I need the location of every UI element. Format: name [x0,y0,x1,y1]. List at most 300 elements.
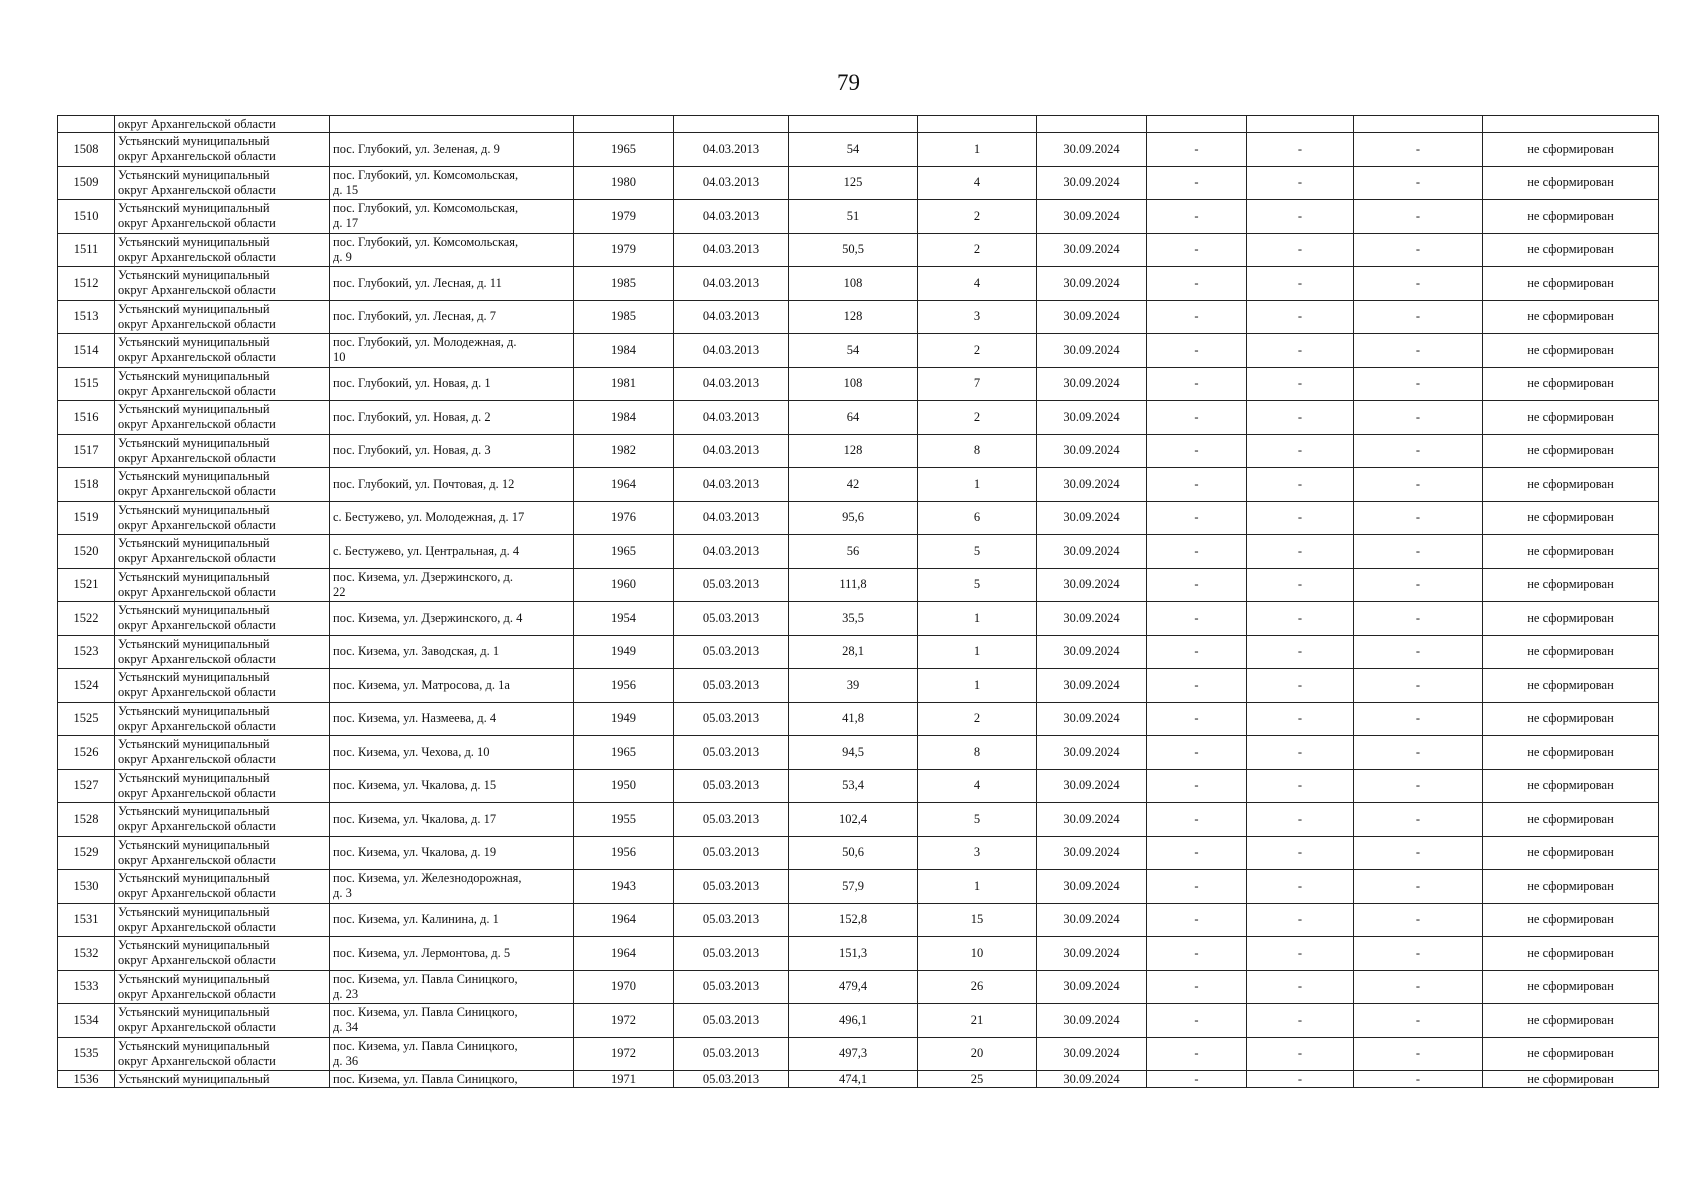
cell-address-line-2: д. 17 [333,216,359,231]
cell-extra-1: - [1147,133,1247,167]
cell-residents: 20 [918,1037,1037,1071]
cell-municipality [115,535,330,569]
cell-date: 05.03.2013 [674,602,789,636]
cell-number: 1523 [58,635,115,669]
cell-area: 54 [789,334,918,368]
cell-year: 1984 [574,401,674,435]
cell-deadline: 30.09.2024 [1037,1004,1147,1038]
cell-status: не сформирован [1483,535,1659,569]
cell-municipality-line-2: округ Архангельской области [118,986,276,1001]
cell-municipality-line-2: округ Архангельской области [118,417,276,432]
cell-date: 04.03.2013 [674,166,789,200]
cell-extra-2: - [1247,602,1354,636]
cell-deadline: 30.09.2024 [1037,401,1147,435]
cell-status: не сформирован [1483,1037,1659,1071]
table-row [58,468,1659,502]
cell-municipality [115,468,330,502]
cell-municipality-line-1: Устьянский муниципальный [118,737,270,752]
cell-deadline: 30.09.2024 [1037,635,1147,669]
cell-municipality-line-1: Устьянский муниципальный [118,1005,270,1020]
cell-residents: 8 [918,434,1037,468]
cell-year: 1984 [574,334,674,368]
table-row [58,1071,1659,1088]
cell-residents: 4 [918,267,1037,301]
cell-address-line-1: пос. Кизема, ул. Павла Синицкого, [333,1005,518,1020]
cell-municipality-line-1: Устьянский муниципальный [118,871,270,886]
cell-area: 497,3 [789,1037,918,1071]
cell-year: 1955 [574,803,674,837]
cell-number: 1525 [58,702,115,736]
cell-extra-1: - [1147,870,1247,904]
cell-status: не сформирован [1483,769,1659,803]
cell-area: 151,3 [789,937,918,971]
table-row [58,1037,1659,1071]
table-row [58,970,1659,1004]
cell-municipality [115,970,330,1004]
cell-extra-1 [1147,116,1247,133]
cell-area: 28,1 [789,635,918,669]
cell-municipality-line-1: Устьянский муниципальный [118,134,270,149]
cell-area: 50,5 [789,233,918,267]
cell-extra-3: - [1354,166,1483,200]
cell-deadline: 30.09.2024 [1037,669,1147,703]
cell-address [330,233,574,267]
cell-extra-1: - [1147,468,1247,502]
cell-status: не сформирован [1483,166,1659,200]
cell-residents: 2 [918,702,1037,736]
cell-address [330,1071,574,1088]
cell-number: 1527 [58,769,115,803]
cell-residents: 2 [918,233,1037,267]
cell-deadline [1037,116,1147,133]
cell-address-line-1: пос. Кизема, ул. Павла Синицкого, [333,971,518,986]
cell-address-line-1: пос. Кизема, ул. Заводская, д. 1 [333,644,500,659]
cell-municipality-line-2: округ Архангельской области [118,484,276,499]
cell-number: 1510 [58,200,115,234]
cell-extra-2: - [1247,468,1354,502]
cell-extra-3: - [1354,803,1483,837]
cell-date: 05.03.2013 [674,635,789,669]
cell-number: 1515 [58,367,115,401]
housing-registry-table-container [57,115,1658,1088]
cell-date: 05.03.2013 [674,769,789,803]
cell-status: не сформирован [1483,602,1659,636]
cell-address [330,836,574,870]
cell-extra-2: - [1247,367,1354,401]
cell-date: 05.03.2013 [674,1004,789,1038]
cell-extra-1: - [1147,702,1247,736]
cell-municipality [115,635,330,669]
cell-status: не сформирован [1483,434,1659,468]
table-row [58,870,1659,904]
cell-residents [918,116,1037,133]
cell-year: 1972 [574,1004,674,1038]
cell-extra-3: - [1354,468,1483,502]
cell-municipality-line-1: Устьянский муниципальный [118,703,270,718]
cell-municipality-line-1: Устьянский муниципальный [118,268,270,283]
cell-extra-2: - [1247,133,1354,167]
cell-area: 125 [789,166,918,200]
cell-extra-3: - [1354,836,1483,870]
cell-date: 04.03.2013 [674,501,789,535]
cell-municipality-line-1: Устьянский муниципальный [118,167,270,182]
cell-extra-1: - [1147,736,1247,770]
cell-date: 05.03.2013 [674,970,789,1004]
cell-number: 1532 [58,937,115,971]
cell-municipality-line-2: округ Архангельской области [118,785,276,800]
cell-area: 496,1 [789,1004,918,1038]
cell-address [330,937,574,971]
cell-address-line-1: пос. Кизема, ул. Чкалова, д. 17 [333,811,497,826]
cell-municipality-line-2: округ Архангельской области [118,350,276,365]
cell-extra-3 [1354,116,1483,133]
cell-area: 42 [789,468,918,502]
table-row [58,568,1659,602]
housing-registry-table [57,115,1659,1088]
cell-status: не сформирован [1483,367,1659,401]
cell-extra-1: - [1147,1071,1247,1088]
cell-municipality-line-1: Устьянский муниципальный [118,402,270,417]
cell-number: 1528 [58,803,115,837]
cell-address [330,267,574,301]
cell-residents: 7 [918,367,1037,401]
cell-deadline: 30.09.2024 [1037,1071,1147,1088]
cell-municipality-line-1: Устьянский муниципальный [118,603,270,618]
cell-number: 1535 [58,1037,115,1071]
cell-municipality [115,870,330,904]
cell-municipality-line-1: Устьянский муниципальный [118,1071,270,1086]
cell-number: 1517 [58,434,115,468]
cell-address [330,501,574,535]
cell-number: 1516 [58,401,115,435]
cell-number: 1526 [58,736,115,770]
cell-address-line-1: пос. Кизема, ул. Железнодорожная, [333,871,522,886]
cell-municipality-line-2: округ Архангельской области [118,1053,276,1068]
cell-residents: 5 [918,535,1037,569]
cell-date: 05.03.2013 [674,702,789,736]
cell-area: 111,8 [789,568,918,602]
cell-date: 05.03.2013 [674,903,789,937]
cell-extra-1: - [1147,1037,1247,1071]
cell-area: 95,6 [789,501,918,535]
cell-deadline: 30.09.2024 [1037,568,1147,602]
cell-date [674,116,789,133]
cell-address [330,1004,574,1038]
cell-municipality [115,334,330,368]
cell-date: 05.03.2013 [674,736,789,770]
cell-deadline: 30.09.2024 [1037,769,1147,803]
cell-status: не сформирован [1483,736,1659,770]
table-row [58,602,1659,636]
cell-deadline: 30.09.2024 [1037,166,1147,200]
cell-extra-3: - [1354,334,1483,368]
table-row [58,769,1659,803]
cell-extra-3: - [1354,736,1483,770]
table-row [58,1004,1659,1038]
cell-address-line-1: пос. Глубокий, ул. Новая, д. 3 [333,443,491,458]
table-row [58,367,1659,401]
cell-residents: 3 [918,836,1037,870]
cell-municipality-line-2: округ Архангельской области [118,618,276,633]
cell-municipality-line-1: Устьянский муниципальный [118,636,270,651]
cell-municipality [115,267,330,301]
cell-year: 1964 [574,937,674,971]
cell-year: 1943 [574,870,674,904]
cell-municipality-line-1: Устьянский муниципальный [118,770,270,785]
cell-deadline: 30.09.2024 [1037,200,1147,234]
cell-municipality-line-2: округ Архангельской области [118,316,276,331]
cell-residents: 4 [918,769,1037,803]
cell-municipality [115,1071,330,1088]
cell-municipality [115,903,330,937]
cell-number: 1518 [58,468,115,502]
cell-residents: 2 [918,401,1037,435]
cell-year: 1971 [574,1071,674,1088]
table-row [58,233,1659,267]
cell-municipality-line-2: округ Архангельской области [118,517,276,532]
cell-extra-1: - [1147,401,1247,435]
cell-address [330,334,574,368]
cell-year: 1980 [574,166,674,200]
cell-municipality [115,1004,330,1038]
cell-number: 1513 [58,300,115,334]
table-row [58,702,1659,736]
cell-number: 1536 [58,1071,115,1088]
cell-municipality-line-2: округ Архангельской области [118,718,276,733]
table-row [58,166,1659,200]
cell-municipality [115,233,330,267]
cell-deadline: 30.09.2024 [1037,267,1147,301]
cell-municipality [115,1037,330,1071]
cell-residents: 1 [918,133,1037,167]
cell-number: 1530 [58,870,115,904]
cell-extra-2: - [1247,903,1354,937]
cell-number: 1531 [58,903,115,937]
cell-extra-2: - [1247,568,1354,602]
cell-area: 128 [789,300,918,334]
cell-extra-1: - [1147,602,1247,636]
cell-address-line-1: пос. Кизема, ул. Калинина, д. 1 [333,912,499,927]
cell-area: 54 [789,133,918,167]
cell-extra-2: - [1247,736,1354,770]
cell-date: 05.03.2013 [674,836,789,870]
cell-extra-2: - [1247,803,1354,837]
cell-municipality [115,401,330,435]
cell-number: 1522 [58,602,115,636]
cell-address [330,803,574,837]
table-row [58,200,1659,234]
cell-number: 1524 [58,669,115,703]
cell-municipality-line-1: Устьянский муниципальный [118,536,270,551]
cell-extra-3: - [1354,535,1483,569]
cell-deadline: 30.09.2024 [1037,803,1147,837]
cell-number: 1520 [58,535,115,569]
cell-status: не сформирован [1483,501,1659,535]
cell-address-line-2: д. 36 [333,1053,359,1068]
cell-year: 1949 [574,635,674,669]
cell-address [330,669,574,703]
cell-year: 1960 [574,568,674,602]
cell-residents: 1 [918,870,1037,904]
cell-year: 1965 [574,535,674,569]
cell-residents: 15 [918,903,1037,937]
cell-municipality [115,300,330,334]
cell-municipality-line-2: округ Архангельской области [118,551,276,566]
cell-municipality-line-2: округ Архангельской области [118,450,276,465]
cell-area: 94,5 [789,736,918,770]
cell-year: 1979 [574,200,674,234]
cell-year: 1965 [574,736,674,770]
cell-municipality [115,200,330,234]
cell-date: 04.03.2013 [674,401,789,435]
cell-date: 04.03.2013 [674,267,789,301]
cell-address-line-1: пос. Глубокий, ул. Лесная, д. 11 [333,275,502,290]
cell-municipality-line-1: Устьянский муниципальный [118,837,270,852]
cell-municipality-line-2: округ Архангельской области [118,584,276,599]
cell-municipality-line-1: Устьянский муниципальный [118,1038,270,1053]
cell-address [330,116,574,133]
cell-extra-3: - [1354,200,1483,234]
cell-extra-2: - [1247,166,1354,200]
cell-residents: 8 [918,736,1037,770]
cell-address [330,568,574,602]
cell-status: не сформирован [1483,401,1659,435]
cell-extra-1: - [1147,669,1247,703]
cell-address-line-1: пос. Кизема, ул. Дзержинского, д. 4 [333,610,523,625]
cell-number: 1514 [58,334,115,368]
cell-status: не сформирован [1483,870,1659,904]
table-row [58,937,1659,971]
cell-address-line-1: пос. Глубокий, ул. Молодежная, д. [333,335,517,350]
table-row [58,401,1659,435]
cell-deadline: 30.09.2024 [1037,836,1147,870]
cell-residents: 1 [918,602,1037,636]
cell-status: не сформирован [1483,635,1659,669]
table-row [58,903,1659,937]
cell-municipality-line-2: округ Архангельской области [118,685,276,700]
cell-residents: 1 [918,669,1037,703]
cell-extra-1: - [1147,233,1247,267]
cell-municipality [115,133,330,167]
cell-status: не сформирован [1483,267,1659,301]
cell-year: 1950 [574,769,674,803]
cell-residents: 2 [918,200,1037,234]
cell-address [330,702,574,736]
cell-address-line-2: д. 9 [333,249,352,264]
cell-status: не сформирован [1483,1071,1659,1088]
cell-residents: 21 [918,1004,1037,1038]
cell-extra-3: - [1354,635,1483,669]
cell-municipality-line-2: округ Архангельской области [118,919,276,934]
cell-area: 53,4 [789,769,918,803]
cell-date: 04.03.2013 [674,468,789,502]
cell-area: 56 [789,535,918,569]
table-row [58,669,1659,703]
cell-address-line-1: пос. Кизема, ул. Павла Синицкого, [333,1071,518,1086]
cell-address [330,769,574,803]
cell-date: 04.03.2013 [674,535,789,569]
cell-extra-1: - [1147,501,1247,535]
cell-municipality [115,568,330,602]
cell-address-line-1: пос. Кизема, ул. Чкалова, д. 15 [333,778,497,793]
cell-extra-2: - [1247,267,1354,301]
cell-municipality [115,937,330,971]
cell-number: 1534 [58,1004,115,1038]
cell-extra-3: - [1354,501,1483,535]
cell-address-line-1: пос. Глубокий, ул. Новая, д. 1 [333,376,491,391]
cell-extra-2: - [1247,1071,1354,1088]
cell-deadline: 30.09.2024 [1037,970,1147,1004]
cell-extra-3: - [1354,702,1483,736]
cell-year: 1981 [574,367,674,401]
cell-extra-1: - [1147,903,1247,937]
cell-extra-3: - [1354,267,1483,301]
table-row [58,635,1659,669]
cell-year [574,116,674,133]
cell-extra-2: - [1247,501,1354,535]
cell-area: 108 [789,267,918,301]
cell-address [330,300,574,334]
cell-area: 64 [789,401,918,435]
cell-municipality-line-1: Устьянский муниципальный [118,201,270,216]
cell-year: 1964 [574,903,674,937]
cell-date: 04.03.2013 [674,367,789,401]
cell-year: 1970 [574,970,674,1004]
cell-address-line-1: пос. Глубокий, ул. Зеленая, д. 9 [333,141,500,156]
cell-address-line-2: 22 [333,584,346,599]
cell-municipality-line-1: Устьянский муниципальный [118,335,270,350]
cell-address-line-1: пос. Глубокий, ул. Комсомольская, [333,234,519,249]
table-row [58,535,1659,569]
cell-number: 1509 [58,166,115,200]
table-row [58,300,1659,334]
cell-area: 474,1 [789,1071,918,1088]
cell-status: не сформирован [1483,1004,1659,1038]
cell-address [330,870,574,904]
cell-address-line-1: пос. Кизема, ул. Матросова, д. 1а [333,677,510,692]
cell-address-line-1: пос. Глубокий, ул. Лесная, д. 7 [333,309,497,324]
cell-municipality-line-2: округ Архангельской области [118,651,276,666]
cell-address [330,535,574,569]
cell-extra-3: - [1354,669,1483,703]
cell-extra-1: - [1147,166,1247,200]
cell-date: 04.03.2013 [674,233,789,267]
cell-status: не сформирован [1483,233,1659,267]
cell-residents: 5 [918,568,1037,602]
cell-municipality-line-1: Устьянский муниципальный [118,234,270,249]
cell-extra-3: - [1354,300,1483,334]
cell-address [330,635,574,669]
cell-municipality-line-1: Устьянский муниципальный [118,469,270,484]
cell-status: не сформирован [1483,334,1659,368]
cell-address-line-1: с. Бестужево, ул. Центральная, д. 4 [333,543,520,558]
cell-number: 1533 [58,970,115,1004]
cell-extra-1: - [1147,200,1247,234]
cell-address [330,166,574,200]
cell-extra-3: - [1354,367,1483,401]
cell-address-line-1: с. Бестужево, ул. Молодежная, д. 17 [333,510,525,525]
cell-date: 05.03.2013 [674,669,789,703]
cell-extra-2: - [1247,1004,1354,1038]
cell-extra-2: - [1247,535,1354,569]
cell-area: 51 [789,200,918,234]
cell-area: 50,6 [789,836,918,870]
cell-extra-1: - [1147,1004,1247,1038]
cell-address-line-2: д. 15 [333,182,359,197]
cell-extra-1: - [1147,568,1247,602]
cell-number: 1529 [58,836,115,870]
cell-address-line-1: пос. Кизема, ул. Чехова, д. 10 [333,744,490,759]
